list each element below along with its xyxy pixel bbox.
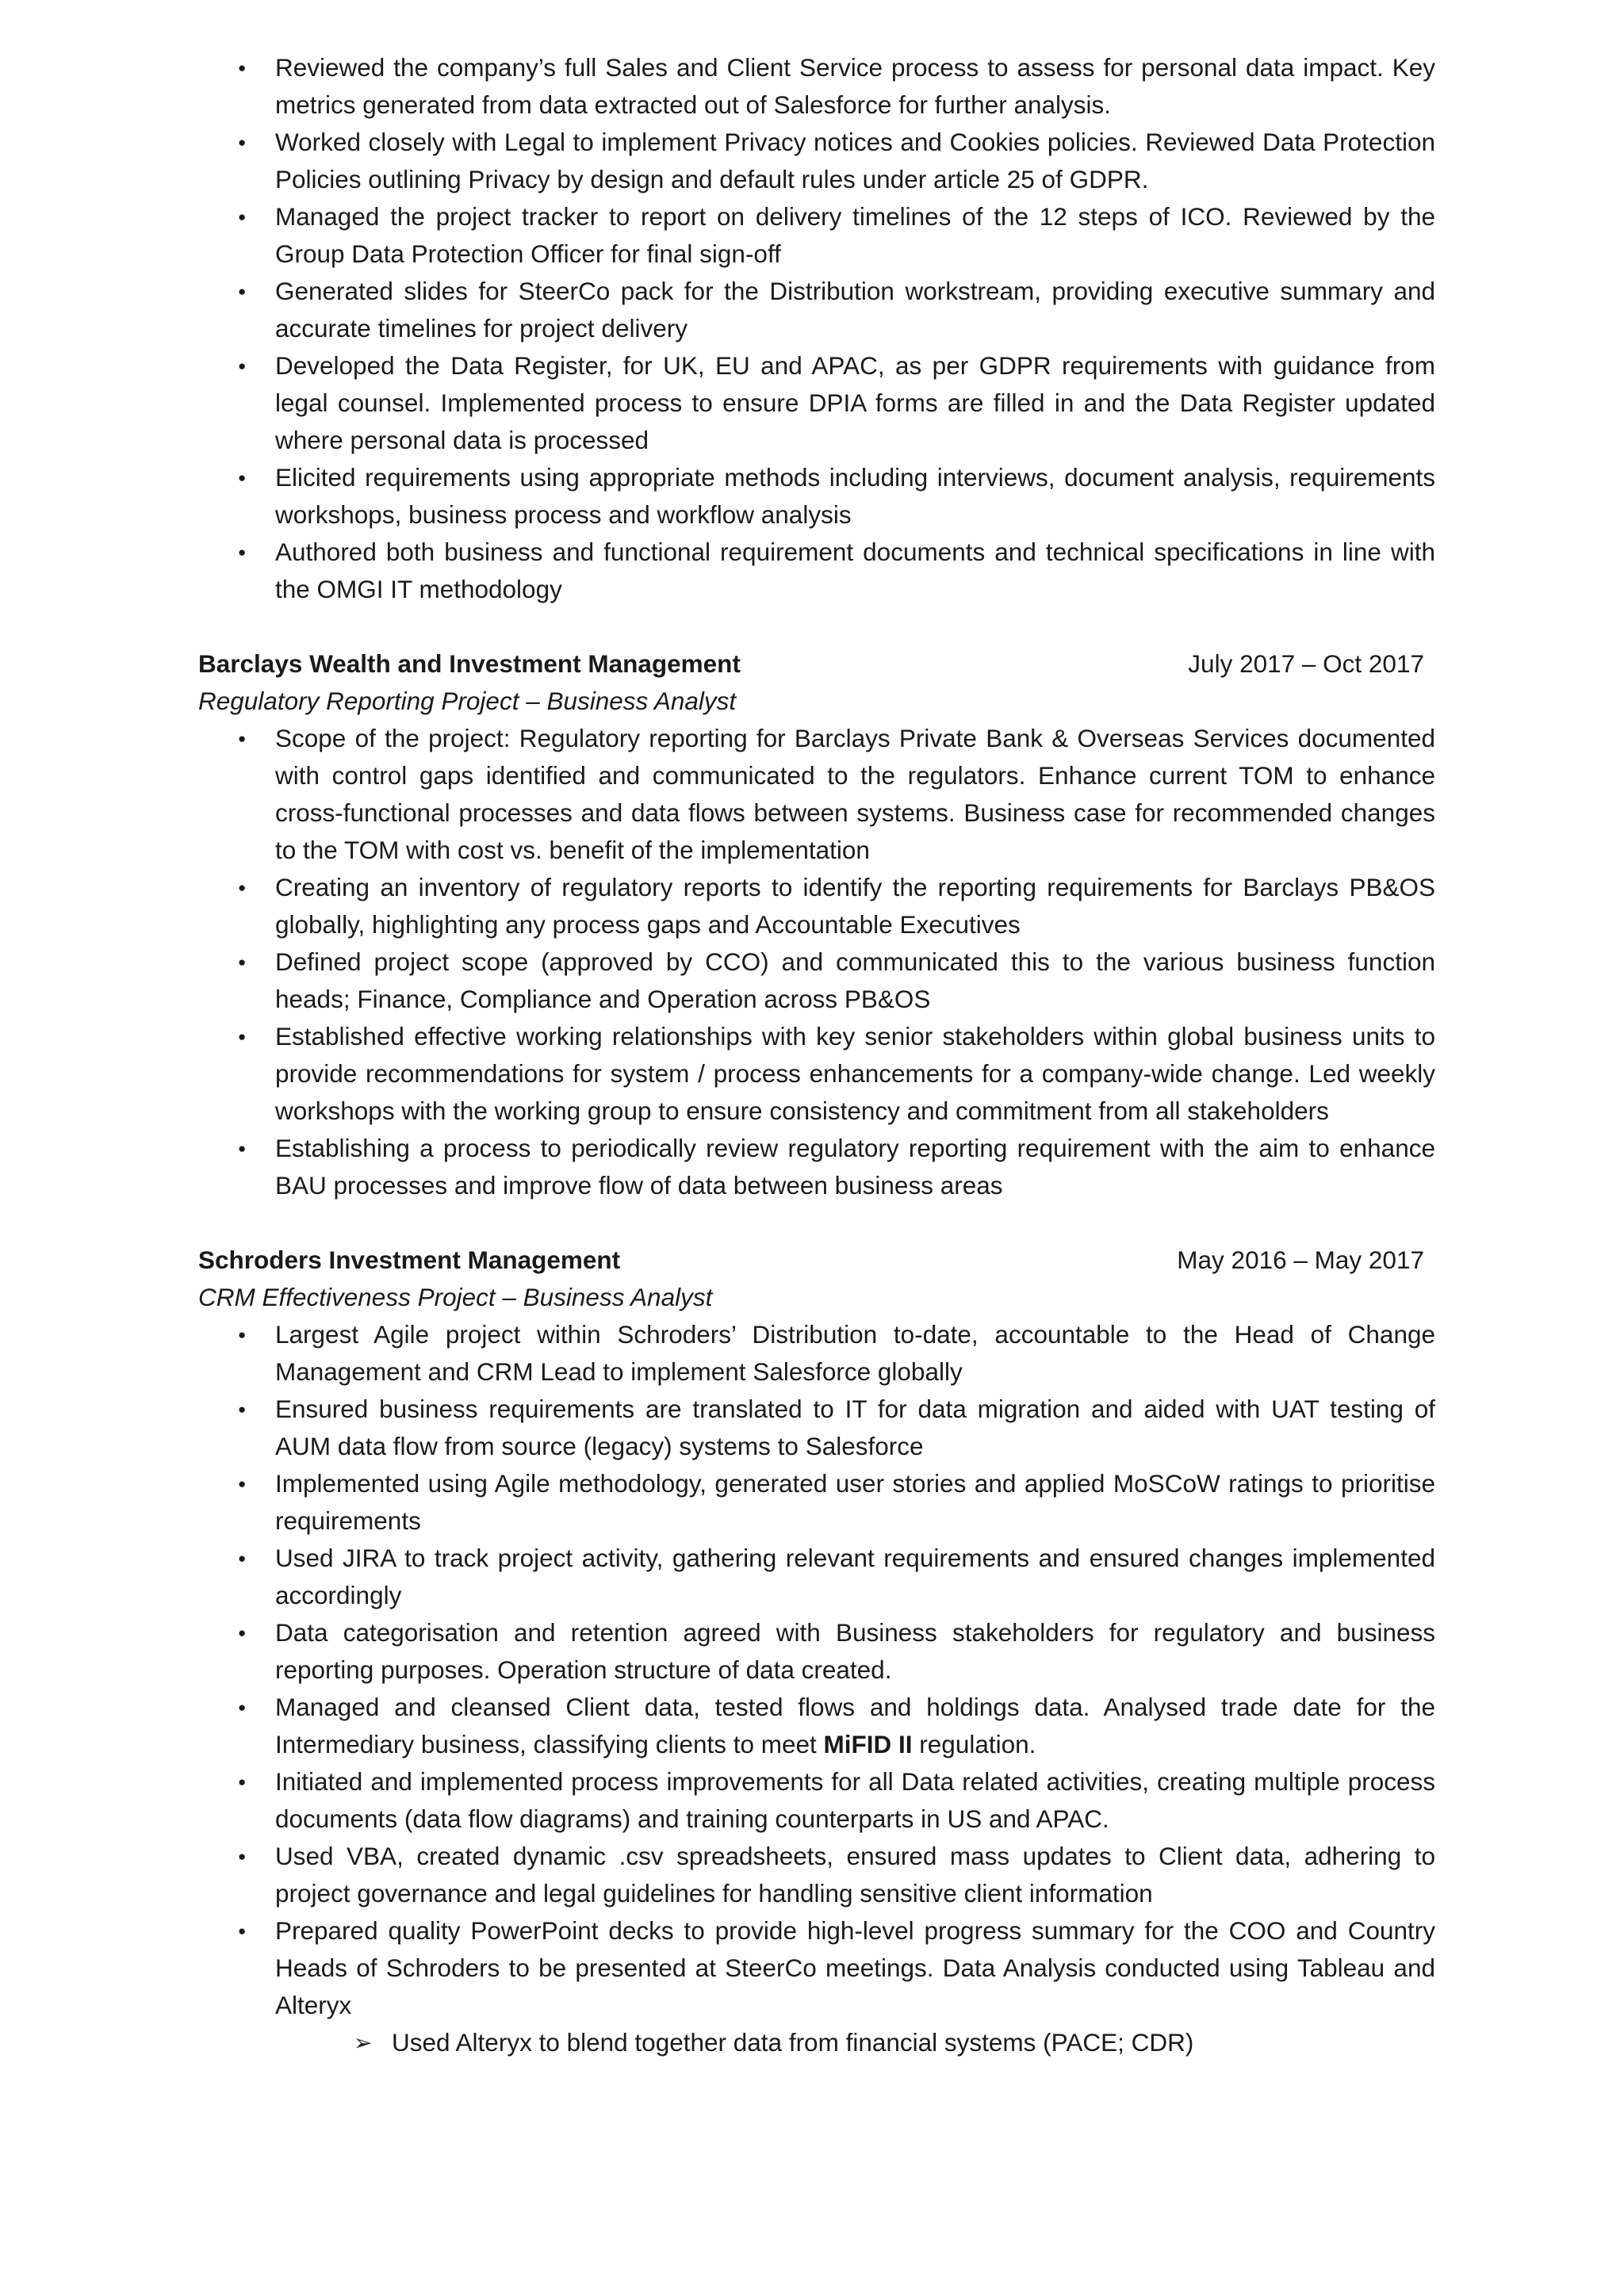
sub-bullet-text: Used Alteryx to blend together data from financial systems (PACE; CDR) xyxy=(392,2028,1194,2057)
list-item-mifid xyxy=(198,1689,1435,1763)
list-item: ● Used VBA, created dynamic .csv spreadsheets, ensured mass updates to Client data, adhering to project governance and legal guidelines for handling sensitive client information xyxy=(198,1838,1435,1912)
list-item: ● Generated slides for SteerCo pack for the Distribution workstream, providing executive summary and accurate timelines for project delivery xyxy=(198,273,1435,347)
arrow-bullet-icon: ➢ xyxy=(354,2030,373,2055)
list-item: ● Reviewed the company’s full Sales and Client Service process to assess for personal data impact. Key metrics generated from data extracted out of Salesforce for further analysis. xyxy=(198,49,1435,124)
schroders-bullet-list xyxy=(198,1316,1435,2024)
barclays-bullet-list xyxy=(198,720,1435,1204)
list-item: ● Largest Agile project within Schroders’ Distribution to-date, accountable to the Head of Change Management and CRM Lead to implement Salesforce globally xyxy=(198,1316,1435,1391)
job-role: Regulatory Reporting Project – Business Analyst xyxy=(198,687,737,715)
list-item: ● Ensured business requirements are translated to IT for data migration and aided with UAT testing of AUM data flow from source (legacy) systems to Salesforce xyxy=(198,1391,1435,1465)
intro-bullet-list xyxy=(198,49,1435,608)
mifid-regulation-name: MiFID II xyxy=(823,1730,913,1758)
list-item: ● Established effective working relationships with key senior stakeholders within global business units to provide recommendations for system / process enhancements for a company-wide change. Led weekly workshops with the working group to ensure consistency and commitment from all stakeholders xyxy=(198,1018,1435,1130)
company-name: Barclays Wealth and Investment Management xyxy=(198,649,741,678)
job-dates: July 2017 – Oct 2017 xyxy=(1188,649,1424,678)
list-item: ● Prepared quality PowerPoint decks to provide high-level progress summary for the COO and Country Heads of Schroders to be presented at SteerCo meetings. Data Analysis conducted using Tableau and Alteryx xyxy=(198,1912,1435,2024)
list-item: ● Elicited requirements using appropriate methods including interviews, document analysis, requirements workshops, business process and workflow analysis xyxy=(198,459,1435,534)
list-item: ● Used JIRA to track project activity, gathering relevant requirements and ensured changes implemented accordingly xyxy=(198,1540,1435,1614)
list-item: ● Establishing a process to periodically review regulatory reporting requirement with the aim to enhance BAU processes and improve flow of data between business areas xyxy=(198,1130,1435,1204)
job-role: CRM Effectiveness Project – Business Analyst xyxy=(198,1283,713,1311)
mifid-text-before: Managed and cleansed Client data, tested flows and holdings data. Analysed trade date for the Intermediary business, classifying clients to meet xyxy=(275,1693,1435,1758)
list-item: ● Worked closely with Legal to implement Privacy notices and Cookies policies. Reviewed Data Protection Policies outlining Privacy by design and default rules under article 25 of GDPR. xyxy=(198,124,1435,198)
list-item: ● Creating an inventory of regulatory reports to identify the reporting requirements for Barclays PB&OS globally, highlighting any process gaps and Accountable Executives xyxy=(198,869,1435,943)
job-dates: May 2016 – May 2017 xyxy=(1177,1246,1424,1274)
job-header xyxy=(198,645,1435,683)
list-item: ● Authored both business and functional requirement documents and technical specifications in line with the OMGI IT methodology xyxy=(198,534,1435,608)
list-item: ● Developed the Data Register, for UK, EU and APAC, as per GDPR requirements with guidance from legal counsel. Implemented process to ensure DPIA forms are filled in and the Data Register updated where personal data is processed xyxy=(198,347,1435,459)
job-barclays xyxy=(198,645,1435,1204)
list-item: ● Initiated and implemented process improvements for all Data related activities, creating multiple process documents (data flow diagrams) and training counterparts in US and APAC. xyxy=(198,1763,1435,1838)
job-schroders xyxy=(198,1242,1435,2061)
list-item: ● Data categorisation and retention agreed with Business stakeholders for regulatory and business reporting purposes. Operation structure of data created. xyxy=(198,1614,1435,1689)
list-item: ● Managed the project tracker to report on delivery timelines of the 12 steps of ICO. Reviewed by the Group Data Protection Officer for final sign-off xyxy=(198,198,1435,273)
list-item: ● Scope of the project: Regulatory reporting for Barclays Private Bank & Overseas Services documented with control gaps identified and communicated to the regulators. Enhance current TOM to enhance cross-functional processes and data flows between systems. Business case for recommended changes to the TOM with cost vs. benefit of the implementation xyxy=(198,720,1435,869)
list-item: ● Implemented using Agile methodology, generated user stories and applied MoSCoW ratings to prioritise requirements xyxy=(198,1465,1435,1540)
list-item: ● Defined project scope (approved by CCO) and communicated this to the various business function heads; Finance, Compliance and Operation across PB&OS xyxy=(198,943,1435,1018)
sub-bullet xyxy=(198,2024,1435,2061)
company-name: Schroders Investment Management xyxy=(198,1246,621,1274)
job-header xyxy=(198,1242,1435,1279)
mifid-text-after: regulation. xyxy=(912,1730,1036,1758)
resume-page xyxy=(198,49,1435,2061)
